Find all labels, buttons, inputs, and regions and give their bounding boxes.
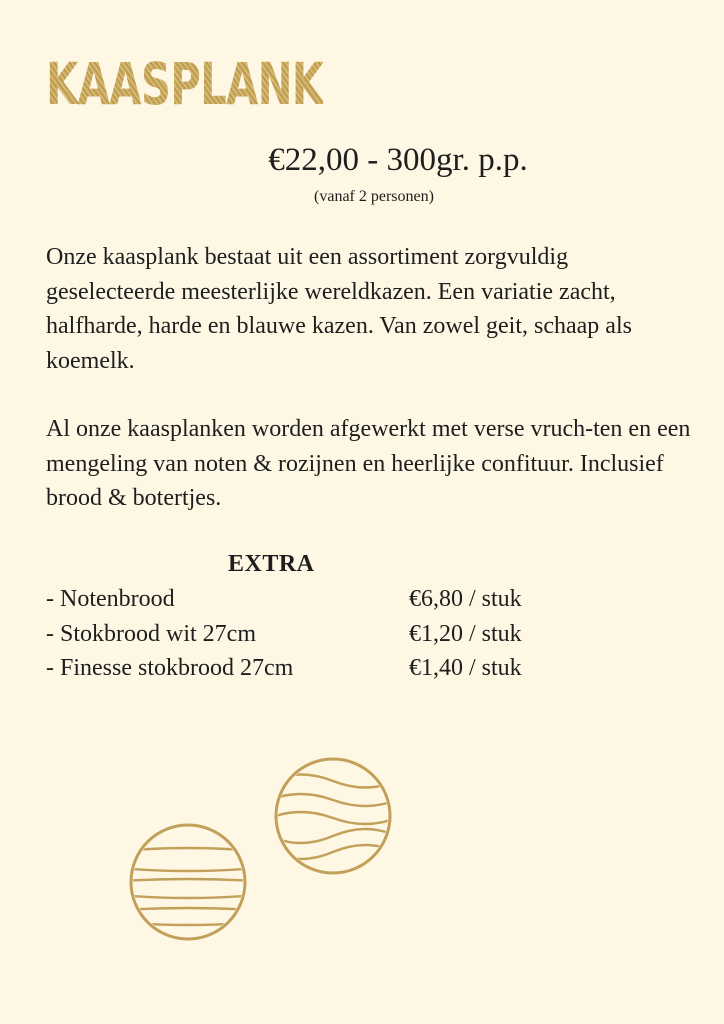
finishing-paragraph: Al onze kaasplanken worden afgewerkt met verse vruch-ten en een mengeling van noten & rozijnen en heerlijke confituur. Inclusief brood & botertjes. xyxy=(46,416,691,511)
extra-item-name: - Notenbrood xyxy=(46,586,175,612)
extra-item-name: - Stokbrood wit 27cm xyxy=(46,620,256,647)
striped-ball-icon xyxy=(120,825,256,939)
description-paragraph: Onze kaasplank bestaat uit een assortiment zorgvuldig geselecteerde meesterlijke wereldkazen. Een variatie zacht, halfharde, harde en blauwe kazen. Van zowel geit, schaap als koemelk. xyxy=(46,244,632,374)
extra-heading: EXTRA xyxy=(228,551,315,577)
extra-item-price: €6,80 / stuk xyxy=(409,586,522,612)
extra-item-name: - Finesse stokbrood 27cm xyxy=(46,655,294,681)
page-title: KAASPLANK xyxy=(46,50,324,118)
wavy-ball-icon xyxy=(270,759,396,873)
price: €22,00 - 300gr. p.p. xyxy=(268,142,528,178)
price-note: (vanaf 2 personen) xyxy=(314,188,434,205)
extra-item-price: €1,40 / stuk xyxy=(409,655,522,681)
extra-item-price: €1,20 / stuk xyxy=(409,620,522,647)
